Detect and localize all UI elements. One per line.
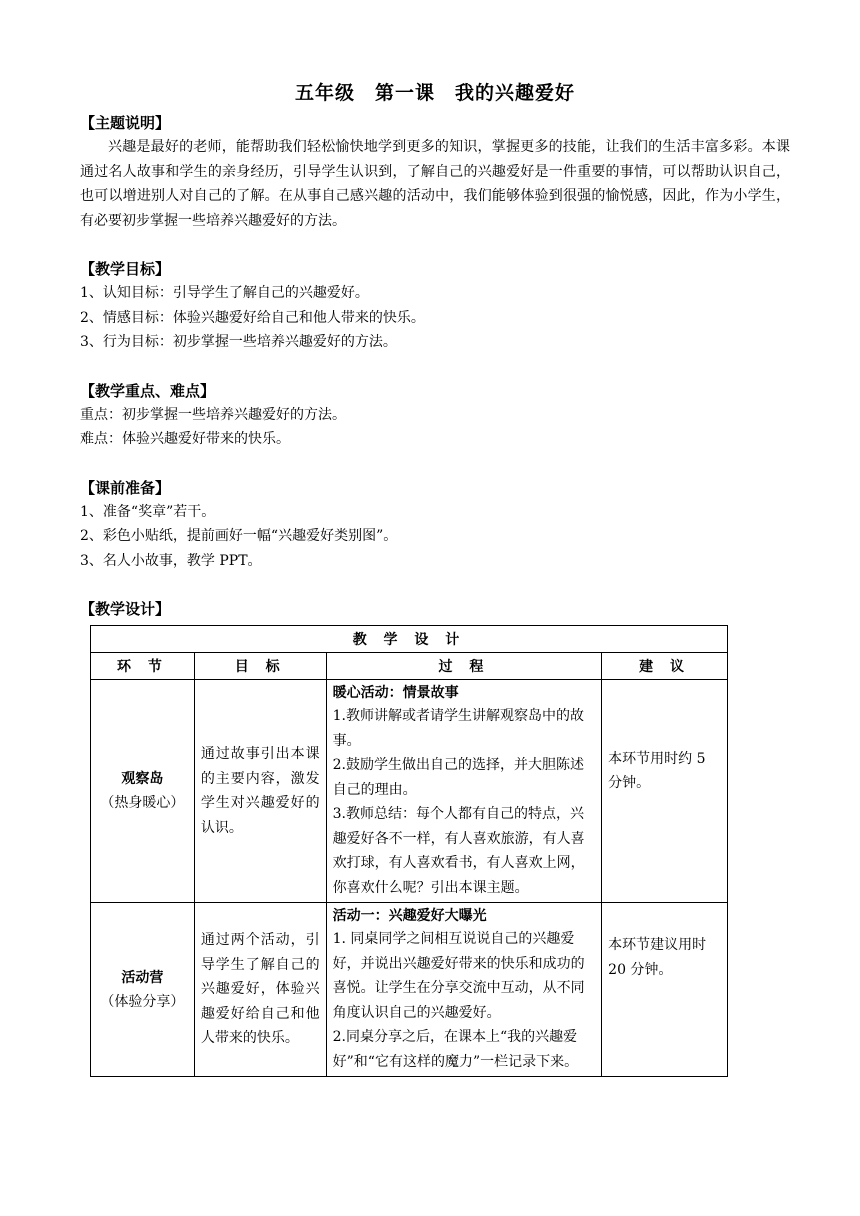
goal-cell [194, 680, 326, 903]
phase-cell [91, 903, 195, 1077]
design-table [90, 625, 728, 1077]
suggestion-cell [602, 680, 728, 903]
phase-cell [91, 680, 195, 903]
prep-item: 3、名人小故事，教学 PPT。 [80, 552, 262, 569]
keypoint-item: 重点：初步掌握一些培养兴趣爱好的方法。 [80, 406, 346, 423]
prep-item: 2、彩色小贴纸，提前画好一幅“兴趣爱好类别图”。 [80, 528, 398, 544]
goal-item: 2、情感目标：体验兴趣爱好给自己和他人带来的快乐。 [80, 309, 425, 326]
table-title-row [91, 626, 728, 653]
page-title: 五年级 第一课 我的兴趣爱好 [294, 82, 575, 104]
goals-heading: 【教学目标】 [80, 260, 171, 278]
column-header: 环 节 [91, 653, 195, 680]
goal-item: 3、行为目标：初步掌握一些培养兴趣爱好的方法。 [80, 334, 397, 350]
process-cell [326, 903, 602, 1077]
goal-item: 1、认知目标：引导学生了解自己的兴趣爱好。 [80, 285, 369, 301]
process-step: 1.教师讲解或者请学生讲解观察岛中的故事。 [332, 708, 584, 749]
suggestion-cell [602, 903, 728, 1077]
table-header-row [91, 653, 728, 680]
goal-cell [194, 903, 326, 1077]
activity-title: 活动一：兴趣爱好大曝光 [332, 908, 487, 924]
table-row [91, 680, 728, 903]
column-header: 过 程 [326, 653, 602, 680]
process-step: 1. 同桌同学之间相互说说自己的兴趣爱好，并说出兴趣爱好带来的快乐和成功的喜悦。让学生在分享交流中互动，从不同角度认识自己的兴趣爱好。 [332, 931, 585, 1021]
phase-name: 观察岛 [121, 771, 164, 787]
goal-text: 通过两个活动，引导学生了解自己的兴趣爱好，体验兴趣爱好给自己和他人带来的快乐。 [200, 932, 320, 1047]
keypoint-item: 难点：体验兴趣爱好带来的快乐。 [80, 431, 290, 447]
column-header: 建 议 [602, 653, 728, 680]
activity-title: 暖心活动：情景故事 [332, 685, 459, 701]
goal-text: 通过故事引出本课的主要内容，激发学生对兴趣爱好的认识。 [200, 746, 320, 836]
column-header: 目 标 [194, 653, 326, 680]
suggestion-text: 本环节建议用时 20 分钟。 [608, 937, 707, 978]
process-step: 3.教师总结：每个人都有自己的特点，兴趣爱好各不一样，有人喜欢旅游，有人喜欢打球，有人喜欢看书，有人喜欢上网，你喜欢什么呢？引出本课主题。 [332, 806, 585, 896]
process-cell [326, 680, 602, 903]
suggestion-text: 本环节用时约 5 分钟。 [608, 750, 706, 791]
prep-item: 1、准备“奖章”若干。 [80, 503, 216, 520]
theme-text: 兴趣是最好的老师，能帮助我们轻松愉快地学到更多的知识，掌握更多的技能，让我们的生活丰富多彩。本课通过名人故事和学生的亲身经历，引导学生认识到，了解自己的兴趣爱好是一件重要的事情，可以帮助认识自己，也可以增进别人对自己的了解。在从事自己感兴趣的活动中，我们能够体验到很强的愉悦感，因此，作为小学生，有必要初步掌握一些培养兴趣爱好的方法。 [80, 139, 790, 229]
design-heading: 【教学设计】 [80, 600, 171, 618]
lesson-plan-page [80, 78, 790, 1077]
phase-subtitle: （热身暖心） [100, 795, 185, 811]
phase-subtitle: （体验分享） [100, 993, 185, 1010]
keypoints-heading: 【教学重点、难点】 [80, 381, 216, 400]
phase-name: 活动营 [121, 969, 164, 986]
process-step: 2.同桌分享之后，在课本上“我的兴趣爱好”和“它有这样的魔力”一栏记录下来。 [332, 1029, 579, 1070]
table-title: 教 学 设 计 [91, 626, 728, 653]
theme-heading: 【主题说明】 [80, 114, 171, 132]
table-row [91, 903, 728, 1077]
prep-heading: 【课前准备】 [80, 478, 171, 497]
process-step: 2.鼓励学生做出自己的选择，并大胆陈述自己的理由。 [332, 757, 584, 798]
